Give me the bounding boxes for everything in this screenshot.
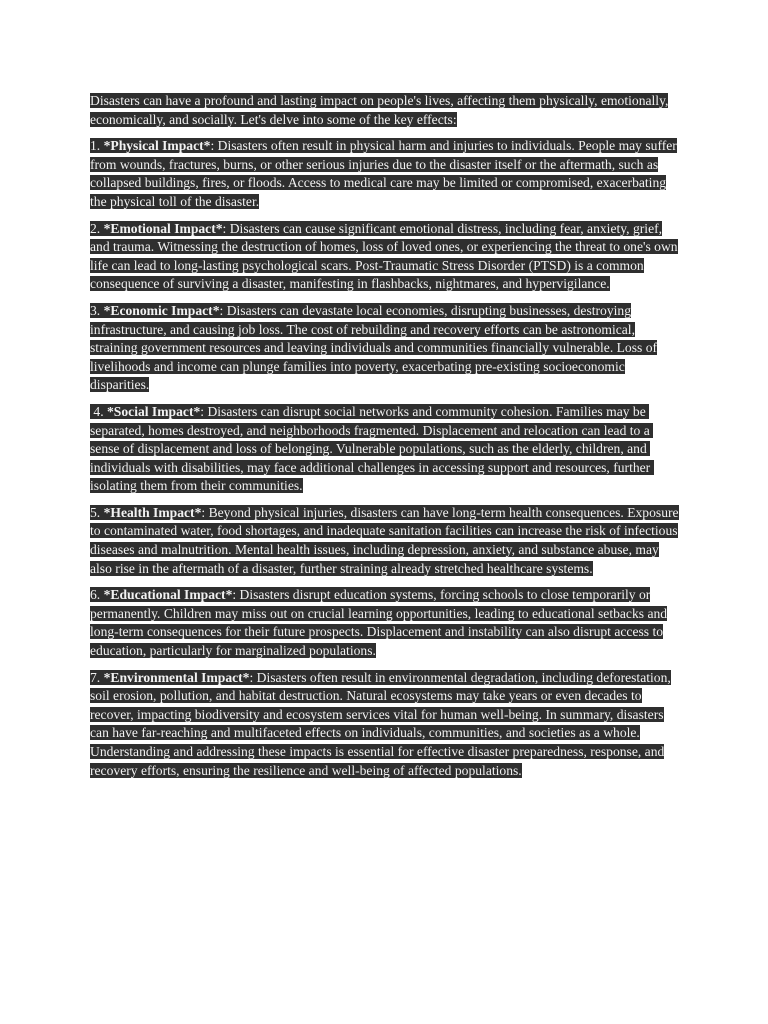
item-number: 2. — [90, 220, 104, 236]
document-body — [90, 92, 680, 788]
environmental-impact-paragraph — [90, 669, 680, 781]
item-heading: *Social Impact* — [107, 403, 201, 419]
health-impact-paragraph — [90, 504, 680, 578]
item-number: 4. — [90, 403, 107, 419]
item-body: : Disasters can disrupt social networks and community cohesion. Families may be separated, homes destroyed, and neighborhoods fragmented. Displacement and relocation can lead to a sense of displacement and loss of belonging. Vulnerable populations, such as the elderly, children, and individuals with disabilities, may face additional challenges in accessing support and resources, further isolating them from their communities. — [90, 403, 654, 494]
social-impact-paragraph — [90, 403, 680, 496]
item-heading: *Environmental Impact* — [103, 669, 250, 685]
item-number: 7. — [90, 669, 104, 685]
educational-impact-paragraph — [90, 586, 680, 660]
item-number: 6. — [90, 587, 104, 603]
item-heading: *Emotional Impact* — [103, 220, 223, 236]
intro-paragraph — [90, 92, 680, 129]
item-heading: *Economic Impact* — [103, 302, 220, 318]
item-heading: *Educational Impact* — [103, 587, 233, 603]
item-body: : Disasters often result in physical harm and injuries to individuals. People may suffer from wounds, fractures, burns, or other serious injuries due to the disaster itself or the aftermath, such as collapsed buildings, fires, or floods. Access to medical care may be limited or compromised, exacerbating the physical toll of the disaster. — [90, 138, 677, 209]
intro-text: Disasters can have a profound and lasting impact on people's lives, affecting them physically, emotionally, economically, and socially. Let's delve into some of the key effects: — [90, 93, 669, 127]
emotional-impact-paragraph — [90, 220, 680, 294]
item-heading: *Health Impact* — [103, 504, 202, 520]
item-number: 5. — [90, 504, 104, 520]
item-body: : Disasters often result in environmental degradation, including deforestation, soil erosion, pollution, and habitat destruction. Natural ecosystems may take years or even decades to recover, impacting biodiversity and ecosystem services vital for human well-being. In summary, disasters can have far-reaching and multifaceted effects on individuals, communities, and societies as a whole. Understanding and addressing these impacts is essential for effective disaster preparedness, response, and recovery efforts, ensuring the resilience and well-being of affected populations. — [90, 669, 671, 778]
item-heading: *Physical Impact* — [103, 138, 211, 154]
item-body: : Beyond physical injuries, disasters can have long-term health consequences. Exposure to contaminated water, food shortages, and inadequate sanitation facilities can increase the risk of infectious diseases and malnutrition. Mental health issues, including depression, anxiety, and substance abuse, may also rise in the aftermath of a disaster, further straining already stretched healthcare systems. — [90, 504, 679, 576]
item-number: 3. — [90, 302, 104, 318]
item-number: 1. — [90, 138, 104, 154]
economic-impact-paragraph — [90, 302, 680, 395]
item-body: : Disasters disrupt education systems, forcing schools to close temporarily or permanently. Children may miss out on crucial learning opportunities, leading to educational setbacks and long-term consequences for their future prospects. Displacement and instability can also disrupt access to education, particularly for marginalized populations. — [90, 587, 668, 659]
physical-impact-paragraph — [90, 137, 680, 211]
item-body: : Disasters can devastate local economies, disrupting businesses, destroying infrastructure, and causing job loss. The cost of rebuilding and recovery efforts can be astronomical, straining government resources and leaving individuals and communities financially vulnerable. Loss of livelihoods and income can plunge families into poverty, exacerbating pre-existing socioeconomic disparities. — [90, 302, 658, 393]
item-body: : Disasters can cause significant emotional distress, including fear, anxiety, grief, and trauma. Witnessing the destruction of homes, loss of loved ones, or experiencing the threat to one's own life can lead to long-lasting psychological scars. Post-Traumatic Stress Disorder (PTSD) is a common consequence of surviving a disaster, manifesting in flashbacks, nightmares, and hypervigilance. — [90, 220, 678, 292]
